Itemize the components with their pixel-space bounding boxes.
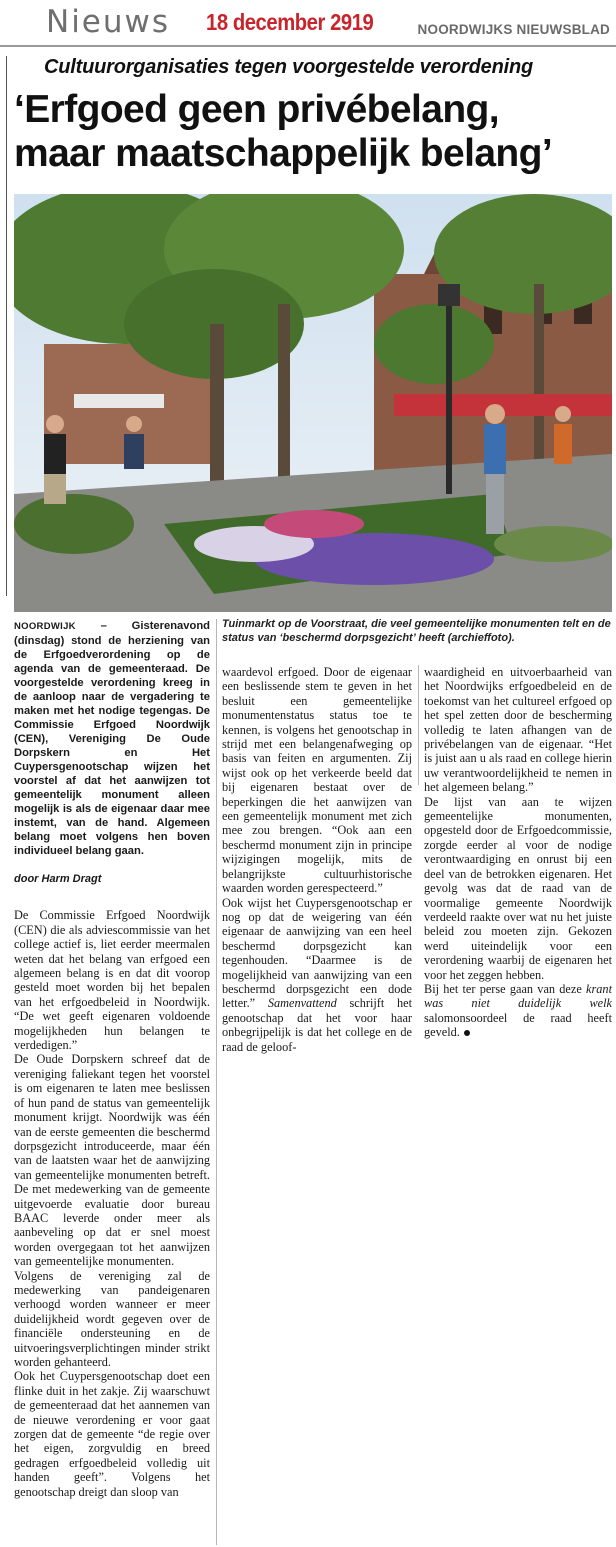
lede-dateline: NOORDWIJK: [14, 621, 76, 632]
article-column-2: [222, 665, 412, 1054]
article-headline: [14, 88, 614, 176]
article-photo: [14, 194, 612, 612]
body-paragraph: waardigheid en uitvoerbaarheid van het Noordwijks erfgoedbeleid en de toekomst van het cultureel erfgoed op het spel zetten door de bescherming volledig te laten afhangen van de privébelangen van de eigenaar. “Het is juist aan u als raad en college hierin uw verantwoordelijkheid te nemen in het algemeen belang.”: [424, 665, 612, 795]
body-paragraph: Volgens de vereniging zal de medewerking van pandeigenaren verhoogd worden wanneer er meer duidelijkheid wordt gegeven over de financiële ondersteuning en de uitvoeringsverplichtingen minder strikt worden gehanteerd.: [14, 1268, 210, 1369]
headline-line-1: ‘Erfgoed geen privébelang,: [14, 88, 500, 131]
end-of-article-icon: [464, 1030, 470, 1036]
byline: door Harm Dragt: [14, 873, 102, 885]
body-paragraph: Ook het Cuypersgenootschap doet een flinke duit in het zakje. Zij waarschuwt de gemeenteraad dat het aannemen van de nieuwe verordening er voor gaat zorgen dat de gemeente “de regie over het eigen, zorgvuldig en breed gedragen erfgoedbeleid volledig uit handen geeft”. Volgens het genootschap dreigt dan sloop van: [14, 1369, 210, 1499]
article-lede: [14, 619, 210, 858]
header-rule: [0, 45, 616, 47]
page-header: [0, 0, 616, 46]
section-name: Nieuws: [46, 4, 171, 40]
italic-text: krant was niet duidelijk welk: [424, 981, 612, 1011]
body-paragraph: [424, 982, 612, 1040]
left-margin-rule: [6, 56, 7, 596]
market-street-illustration: [14, 194, 612, 612]
edition-date: 18 december 2919: [206, 9, 374, 35]
body-text: salomonsoordeel de raad heeft geveld.: [424, 1010, 612, 1040]
body-text: Ook wijst het Cuypersgenootschap er nog op dat de weigering van één eigenaar de aanwijzing van een heel beschermd dorpsgezicht kan tegenhouden. “Daarmee is de mogelijkheid van aanwijzing van een beschermd dorpsgezicht een dode letter.”: [222, 895, 412, 1011]
article-kicker: Cultuurorganisaties tegen voorgestelde verordening: [44, 56, 533, 78]
body-paragraph: De Commissie Erfgoed Noordwijk (CEN) die als adviescommissie van het college actief is, liet eerder meermalen weten dat het belang van erfgoed een algemeen belang is en dat dit voorop gesteld moet worden bij het bepalen van het erfgoedbeleid in Noordwijk. “De wet geeft eigenaren voldoende mogelijkheden hun belangen te verdedigen.”: [14, 908, 210, 1053]
photo-caption: Tuinmarkt op de Voorstraat, die veel gemeentelijke monumenten telt en de status van ‘beschermd dorpsgezicht’ heeft (archieffoto).: [222, 618, 611, 644]
body-text: Bij het ter perse gaan van deze: [424, 981, 587, 996]
body-paragraph: waardevol erfgoed. Door de eigenaar een beslissende stem te geven in het besluit een gemeentelijke monumentenstatus status toe te kennen, is volgens het genootschap in strijd met een belangenafweging op basis van feiten en argumenten. Zij wijst ook op het verkeerde beeld dat bij eigenaren bestaat over de beperkingen die het aanwijzen van een gemeentelijk monument met zich mee zou brengen. “Ook aan een beschermd monument zijn in principe wijzigingen mogelijk, mits de belangrijkste cultuurhistorische waarden worden gerespecteerd.”: [222, 665, 412, 896]
newspaper-name: NOORDWIJKS NIEUWSBLAD: [417, 22, 610, 37]
italic-text: Samenvattend: [267, 996, 337, 1011]
column-separator: [216, 619, 217, 1545]
article-column-1: [14, 619, 210, 1499]
headline-line-2: maar maatschappelijk belang’: [14, 132, 553, 175]
body-paragraph: [222, 896, 412, 1054]
article-column-3: [424, 665, 612, 1040]
body-text: schrijft het genootschap dat het voor haar onbegrijpelijk is dat het college en de raad de geloof-: [222, 996, 412, 1054]
body-paragraph: De Oude Dorpskern schreef dat de vereniging faliekant tegen het voorstel is om eigenaren te laten mee beslissen of hun pand de status van gemeentelijk monument krijgt. Noordwijk was één van de eerste gemeenten die beschermd dorpsgezicht introduceerde, maar één van de laatsten waar het de aanwijzing van gemeentelijke monumenten betreft. De met medewerking van de gemeente uitgevoerde evaluatie door bureau BAAC leverde onder meer als aanbeveling op dat er snel moest worden overgegaan tot het aanwijzen van gemeentelijke monumenten.: [14, 1052, 210, 1269]
column-separator: [418, 665, 419, 785]
lede-text: – Gisterenavond (dinsdag) stond de herziening van de Erfgoedverordening op de agenda van de gemeenteraad. De voorgestelde verordening kreeg in de aanloop naar de vergadering te maken met het nodige tegengas. De Commissie Erfgoed Noordwijk (CEN), Vereniging De Oude Dorpskern en Het Cuypersgenootschap wijzen het voorstel af dat het aanwijzen tot gemeentelijk monument alleen mogelijk is als de eigenaar daar mee instemt, van de hand. Algemeen belang moet volgens hen boven individueel belang gaan.: [14, 620, 210, 857]
body-paragraph: De lijst van aan te wijzen gemeentelijke monumenten, opgesteld door de Erfgoedcommissie, zorgde eerder al voor de nodige verontwaardiging en onrust bij een deel van de betrokken eigenaren. Het gevolg was dat de raad van de voormalige gemeente Noordwijk verdeeld raakte over wat nu het juiste beleid zou moeten zijn. Gekozen werd uiteindelijk voor een verordening waarbij de eigenaren het voor het zeggen hebben.: [424, 794, 612, 982]
